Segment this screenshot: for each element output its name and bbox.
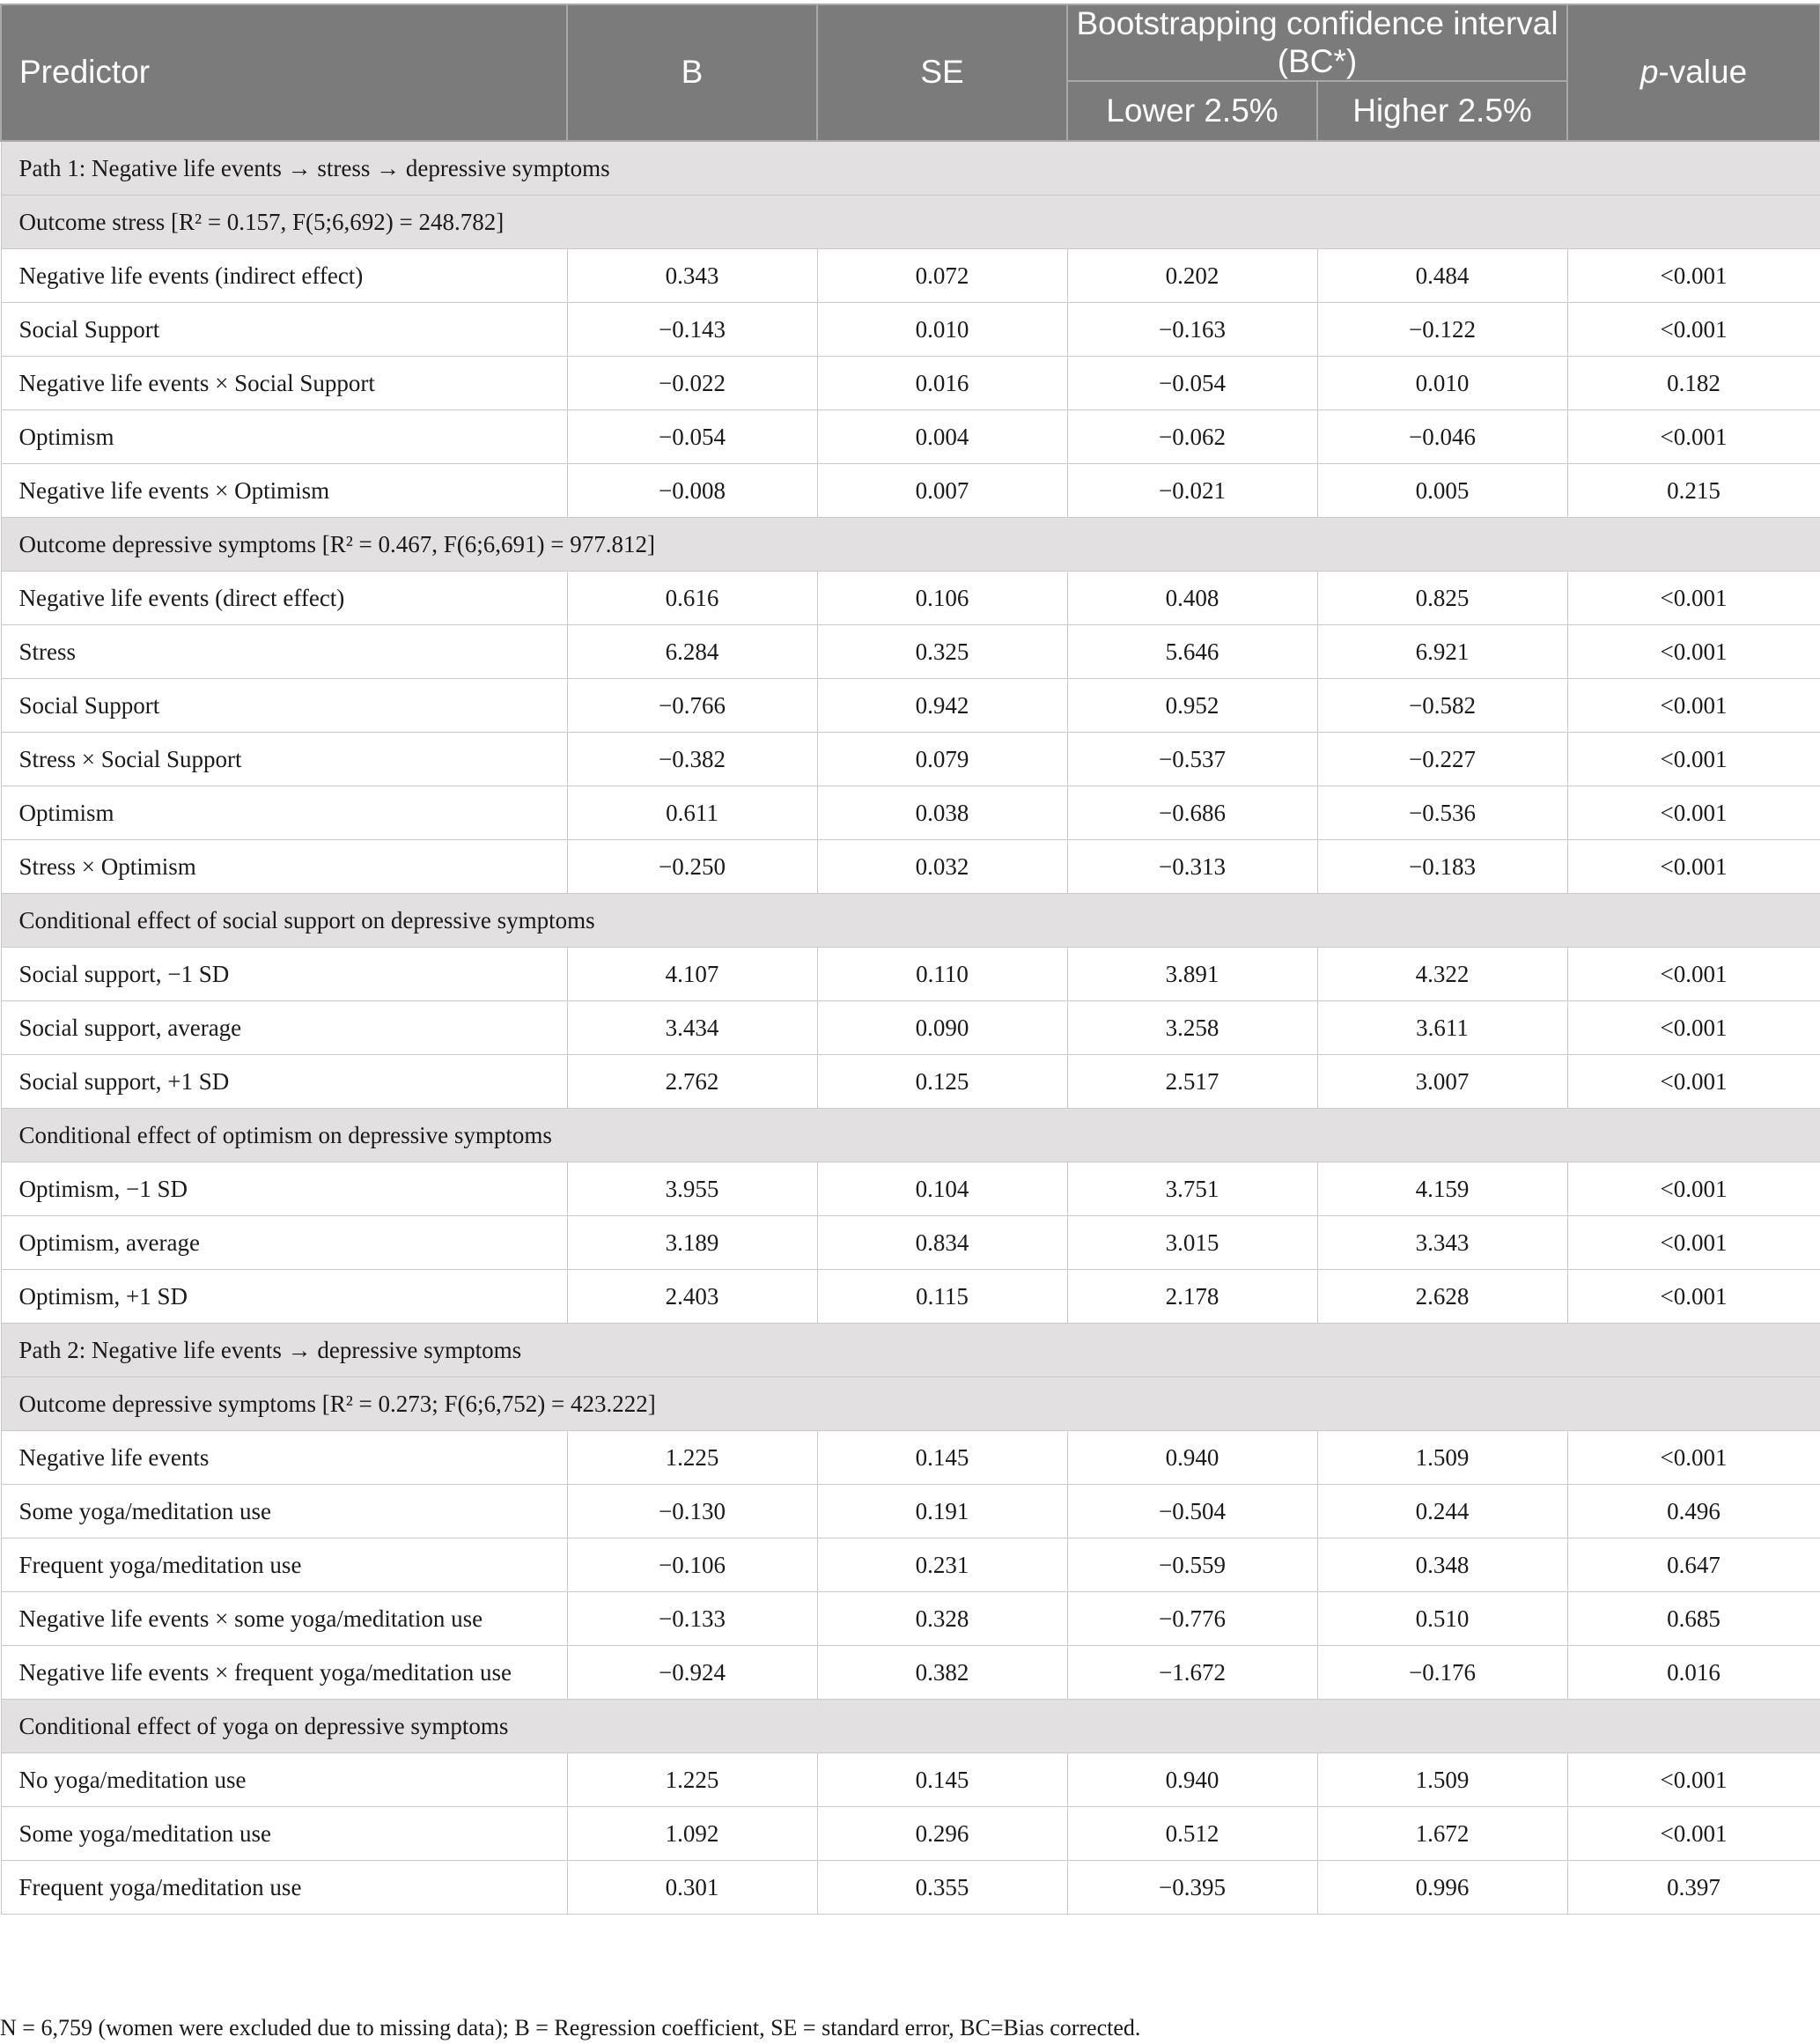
se-cell: 0.110 [817, 948, 1067, 1001]
b-cell: 2.762 [567, 1055, 817, 1109]
predictor-cell: Negative life events (direct effect) [1, 572, 567, 625]
table-row [1, 249, 1820, 303]
predictor-cell: Negative life events × frequent yoga/meditation use [1, 1646, 567, 1700]
results-table-container [0, 4, 1820, 1915]
header-predictor: Predictor [1, 4, 567, 141]
table-row [1, 1055, 1820, 1109]
section-row [1, 196, 1820, 249]
regression-results-table [0, 4, 1820, 1915]
p-value-cell: <0.001 [1567, 1807, 1820, 1861]
ci-higher-cell: −0.536 [1317, 786, 1567, 840]
table-row [1, 948, 1820, 1001]
predictor-cell: Social Support [1, 303, 567, 357]
ci-lower-cell: 0.202 [1067, 249, 1317, 303]
header-p-italic: p [1639, 54, 1659, 91]
p-value-cell: <0.001 [1567, 1431, 1820, 1485]
b-cell: −0.924 [567, 1646, 817, 1700]
b-cell: 3.434 [567, 1001, 817, 1055]
section-row [1, 1324, 1820, 1377]
ci-higher-cell: 0.005 [1317, 464, 1567, 518]
ci-higher-cell: 3.611 [1317, 1001, 1567, 1055]
se-cell: 0.145 [817, 1431, 1067, 1485]
table-row [1, 464, 1820, 518]
table-row [1, 1216, 1820, 1270]
p-value-cell: 0.182 [1567, 357, 1820, 410]
b-cell: 1.225 [567, 1431, 817, 1485]
predictor-cell: Optimism, average [1, 1216, 567, 1270]
table-row [1, 1485, 1820, 1539]
p-value-cell: <0.001 [1567, 1270, 1820, 1324]
header-bootstrap-ci: Bootstrapping confidence interval (BC*) [1067, 4, 1567, 81]
header-se: SE [817, 4, 1067, 141]
se-cell: 0.007 [817, 464, 1067, 518]
table-row [1, 679, 1820, 733]
ci-lower-cell: −0.163 [1067, 303, 1317, 357]
b-cell: 3.955 [567, 1162, 817, 1216]
ci-higher-cell: −0.582 [1317, 679, 1567, 733]
se-cell: 0.115 [817, 1270, 1067, 1324]
ci-higher-cell: 1.509 [1317, 1753, 1567, 1807]
table-row [1, 1539, 1820, 1592]
ci-lower-cell: −0.537 [1067, 733, 1317, 786]
section-label: Outcome depressive symptoms [R² = 0.467, F(6;6,691) = 977.812] [1, 518, 1820, 572]
section-label: Outcome depressive symptoms [R² = 0.273; F(6;6,752) = 423.222] [1, 1377, 1820, 1431]
section-row [1, 141, 1820, 196]
p-value-cell: <0.001 [1567, 733, 1820, 786]
ci-lower-cell: 0.512 [1067, 1807, 1317, 1861]
predictor-cell: Negative life events (indirect effect) [1, 249, 567, 303]
b-cell: 0.616 [567, 572, 817, 625]
ci-higher-cell: 0.244 [1317, 1485, 1567, 1539]
predictor-cell: Some yoga/meditation use [1, 1807, 567, 1861]
table-row [1, 840, 1820, 894]
ci-higher-cell: 4.159 [1317, 1162, 1567, 1216]
ci-higher-cell: 6.921 [1317, 625, 1567, 679]
ci-lower-cell: −0.686 [1067, 786, 1317, 840]
b-cell: −0.054 [567, 410, 817, 464]
se-cell: 0.079 [817, 733, 1067, 786]
header-b: B [567, 4, 817, 141]
predictor-cell: Frequent yoga/meditation use [1, 1539, 567, 1592]
se-cell: 0.032 [817, 840, 1067, 894]
ci-lower-cell: −0.559 [1067, 1539, 1317, 1592]
ci-higher-cell: 0.010 [1317, 357, 1567, 410]
section-label: Outcome stress [R² = 0.157, F(5;6,692) = 248.782] [1, 196, 1820, 249]
b-cell: −0.382 [567, 733, 817, 786]
p-value-cell: 0.647 [1567, 1539, 1820, 1592]
b-cell: −0.130 [567, 1485, 817, 1539]
ci-lower-cell: −0.054 [1067, 357, 1317, 410]
ci-lower-cell: 0.940 [1067, 1431, 1317, 1485]
ci-lower-cell: 3.891 [1067, 948, 1317, 1001]
ci-lower-cell: −0.062 [1067, 410, 1317, 464]
se-cell: 0.104 [817, 1162, 1067, 1216]
b-cell: −0.022 [567, 357, 817, 410]
b-cell: −0.133 [567, 1592, 817, 1646]
ci-higher-cell: 2.628 [1317, 1270, 1567, 1324]
predictor-cell: Optimism, −1 SD [1, 1162, 567, 1216]
table-row [1, 357, 1820, 410]
ci-higher-cell: 4.322 [1317, 948, 1567, 1001]
predictor-cell: Optimism [1, 410, 567, 464]
p-value-cell: <0.001 [1567, 679, 1820, 733]
table-row [1, 1753, 1820, 1807]
section-row [1, 1377, 1820, 1431]
se-cell: 0.382 [817, 1646, 1067, 1700]
se-cell: 0.834 [817, 1216, 1067, 1270]
p-value-cell: <0.001 [1567, 303, 1820, 357]
ci-lower-cell: −0.776 [1067, 1592, 1317, 1646]
se-cell: 0.010 [817, 303, 1067, 357]
table-row [1, 1270, 1820, 1324]
se-cell: 0.016 [817, 357, 1067, 410]
ci-lower-cell: 0.952 [1067, 679, 1317, 733]
section-label: Conditional effect of optimism on depressive symptoms [1, 1109, 1820, 1162]
ci-higher-cell: 0.510 [1317, 1592, 1567, 1646]
se-cell: 0.106 [817, 572, 1067, 625]
section-label: Conditional effect of social support on depressive symptoms [1, 894, 1820, 948]
b-cell: −0.143 [567, 303, 817, 357]
p-value-cell: <0.001 [1567, 249, 1820, 303]
ci-lower-cell: −0.313 [1067, 840, 1317, 894]
section-row [1, 894, 1820, 948]
se-cell: 0.296 [817, 1807, 1067, 1861]
header-higher: Higher 2.5% [1317, 81, 1567, 141]
se-cell: 0.328 [817, 1592, 1067, 1646]
b-cell: 0.343 [567, 249, 817, 303]
predictor-cell: Social support, average [1, 1001, 567, 1055]
ci-lower-cell: −1.672 [1067, 1646, 1317, 1700]
ci-lower-cell: 3.015 [1067, 1216, 1317, 1270]
predictor-cell: Social support, +1 SD [1, 1055, 567, 1109]
se-cell: 0.090 [817, 1001, 1067, 1055]
table-row [1, 1646, 1820, 1700]
ci-lower-cell: 3.751 [1067, 1162, 1317, 1216]
b-cell: −0.008 [567, 464, 817, 518]
section-label: Conditional effect of yoga on depressive symptoms [1, 1700, 1820, 1753]
table-row [1, 1001, 1820, 1055]
b-cell: 1.225 [567, 1753, 817, 1807]
ci-higher-cell: 0.348 [1317, 1539, 1567, 1592]
se-cell: 0.942 [817, 679, 1067, 733]
p-value-cell: 0.496 [1567, 1485, 1820, 1539]
p-value-cell: <0.001 [1567, 625, 1820, 679]
se-cell: 0.072 [817, 249, 1067, 303]
header-p-value [1567, 4, 1820, 141]
p-value-cell: 0.215 [1567, 464, 1820, 518]
ci-lower-cell: −0.395 [1067, 1861, 1317, 1915]
ci-higher-cell: 0.825 [1317, 572, 1567, 625]
table-footnote: N = 6,759 (women were excluded due to missing data); B = Regression coefficient, SE = standard error, BC=Bias corrected. [0, 2015, 1141, 2040]
section-label: Path 1: Negative life events → stress → depressive symptoms [1, 141, 1820, 196]
ci-higher-cell: −0.183 [1317, 840, 1567, 894]
ci-lower-cell: −0.021 [1067, 464, 1317, 518]
predictor-cell: Stress × Optimism [1, 840, 567, 894]
se-cell: 0.191 [817, 1485, 1067, 1539]
table-row [1, 303, 1820, 357]
table-row [1, 1162, 1820, 1216]
se-cell: 0.038 [817, 786, 1067, 840]
ci-higher-cell: −0.046 [1317, 410, 1567, 464]
p-value-cell: <0.001 [1567, 786, 1820, 840]
ci-higher-cell: 0.484 [1317, 249, 1567, 303]
ci-higher-cell: −0.227 [1317, 733, 1567, 786]
se-cell: 0.355 [817, 1861, 1067, 1915]
p-value-cell: 0.016 [1567, 1646, 1820, 1700]
predictor-cell: Negative life events × Social Support [1, 357, 567, 410]
ci-higher-cell: 1.672 [1317, 1807, 1567, 1861]
section-row [1, 518, 1820, 572]
predictor-cell: Optimism [1, 786, 567, 840]
p-value-cell: <0.001 [1567, 1216, 1820, 1270]
b-cell: 2.403 [567, 1270, 817, 1324]
p-value-cell: <0.001 [1567, 572, 1820, 625]
se-cell: 0.231 [817, 1539, 1067, 1592]
b-cell: −0.106 [567, 1539, 817, 1592]
table-row [1, 1431, 1820, 1485]
ci-lower-cell: 0.940 [1067, 1753, 1317, 1807]
ci-higher-cell: 1.509 [1317, 1431, 1567, 1485]
se-cell: 0.145 [817, 1753, 1067, 1807]
predictor-cell: Negative life events × some yoga/meditation use [1, 1592, 567, 1646]
p-value-cell: <0.001 [1567, 1753, 1820, 1807]
table-row [1, 1807, 1820, 1861]
p-value-cell: 0.685 [1567, 1592, 1820, 1646]
b-cell: 4.107 [567, 948, 817, 1001]
table-row [1, 410, 1820, 464]
predictor-cell: Stress [1, 625, 567, 679]
table-row [1, 1861, 1820, 1915]
b-cell: 1.092 [567, 1807, 817, 1861]
b-cell: 0.611 [567, 786, 817, 840]
ci-lower-cell: 2.178 [1067, 1270, 1317, 1324]
se-cell: 0.125 [817, 1055, 1067, 1109]
header-p-rest: -value [1658, 54, 1748, 91]
table-row [1, 572, 1820, 625]
section-row [1, 1700, 1820, 1753]
predictor-cell: Some yoga/meditation use [1, 1485, 567, 1539]
ci-lower-cell: 0.408 [1067, 572, 1317, 625]
ci-lower-cell: −0.504 [1067, 1485, 1317, 1539]
predictor-cell: Social support, −1 SD [1, 948, 567, 1001]
b-cell: −0.250 [567, 840, 817, 894]
p-value-cell: <0.001 [1567, 1001, 1820, 1055]
section-label: Path 2: Negative life events → depressive symptoms [1, 1324, 1820, 1377]
b-cell: 6.284 [567, 625, 817, 679]
ci-lower-cell: 2.517 [1067, 1055, 1317, 1109]
ci-higher-cell: 3.343 [1317, 1216, 1567, 1270]
ci-higher-cell: 0.996 [1317, 1861, 1567, 1915]
table-row [1, 625, 1820, 679]
ci-higher-cell: −0.122 [1317, 303, 1567, 357]
section-row [1, 1109, 1820, 1162]
b-cell: 0.301 [567, 1861, 817, 1915]
p-value-cell: <0.001 [1567, 840, 1820, 894]
ci-higher-cell: 3.007 [1317, 1055, 1567, 1109]
se-cell: 0.325 [817, 625, 1067, 679]
p-value-cell: <0.001 [1567, 410, 1820, 464]
b-cell: −0.766 [567, 679, 817, 733]
table-row [1, 733, 1820, 786]
predictor-cell: Negative life events × Optimism [1, 464, 567, 518]
predictor-cell: Stress × Social Support [1, 733, 567, 786]
b-cell: 3.189 [567, 1216, 817, 1270]
table-body [1, 141, 1820, 1915]
table-header [1, 4, 1820, 141]
table-row [1, 786, 1820, 840]
predictor-cell: Frequent yoga/meditation use [1, 1861, 567, 1915]
ci-higher-cell: −0.176 [1317, 1646, 1567, 1700]
ci-lower-cell: 5.646 [1067, 625, 1317, 679]
se-cell: 0.004 [817, 410, 1067, 464]
table-row [1, 1592, 1820, 1646]
p-value-cell: <0.001 [1567, 948, 1820, 1001]
predictor-cell: Social Support [1, 679, 567, 733]
predictor-cell: No yoga/meditation use [1, 1753, 567, 1807]
header-lower: Lower 2.5% [1067, 81, 1317, 141]
predictor-cell: Optimism, +1 SD [1, 1270, 567, 1324]
p-value-cell: <0.001 [1567, 1162, 1820, 1216]
p-value-cell: <0.001 [1567, 1055, 1820, 1109]
predictor-cell: Negative life events [1, 1431, 567, 1485]
p-value-cell: 0.397 [1567, 1861, 1820, 1915]
ci-lower-cell: 3.258 [1067, 1001, 1317, 1055]
